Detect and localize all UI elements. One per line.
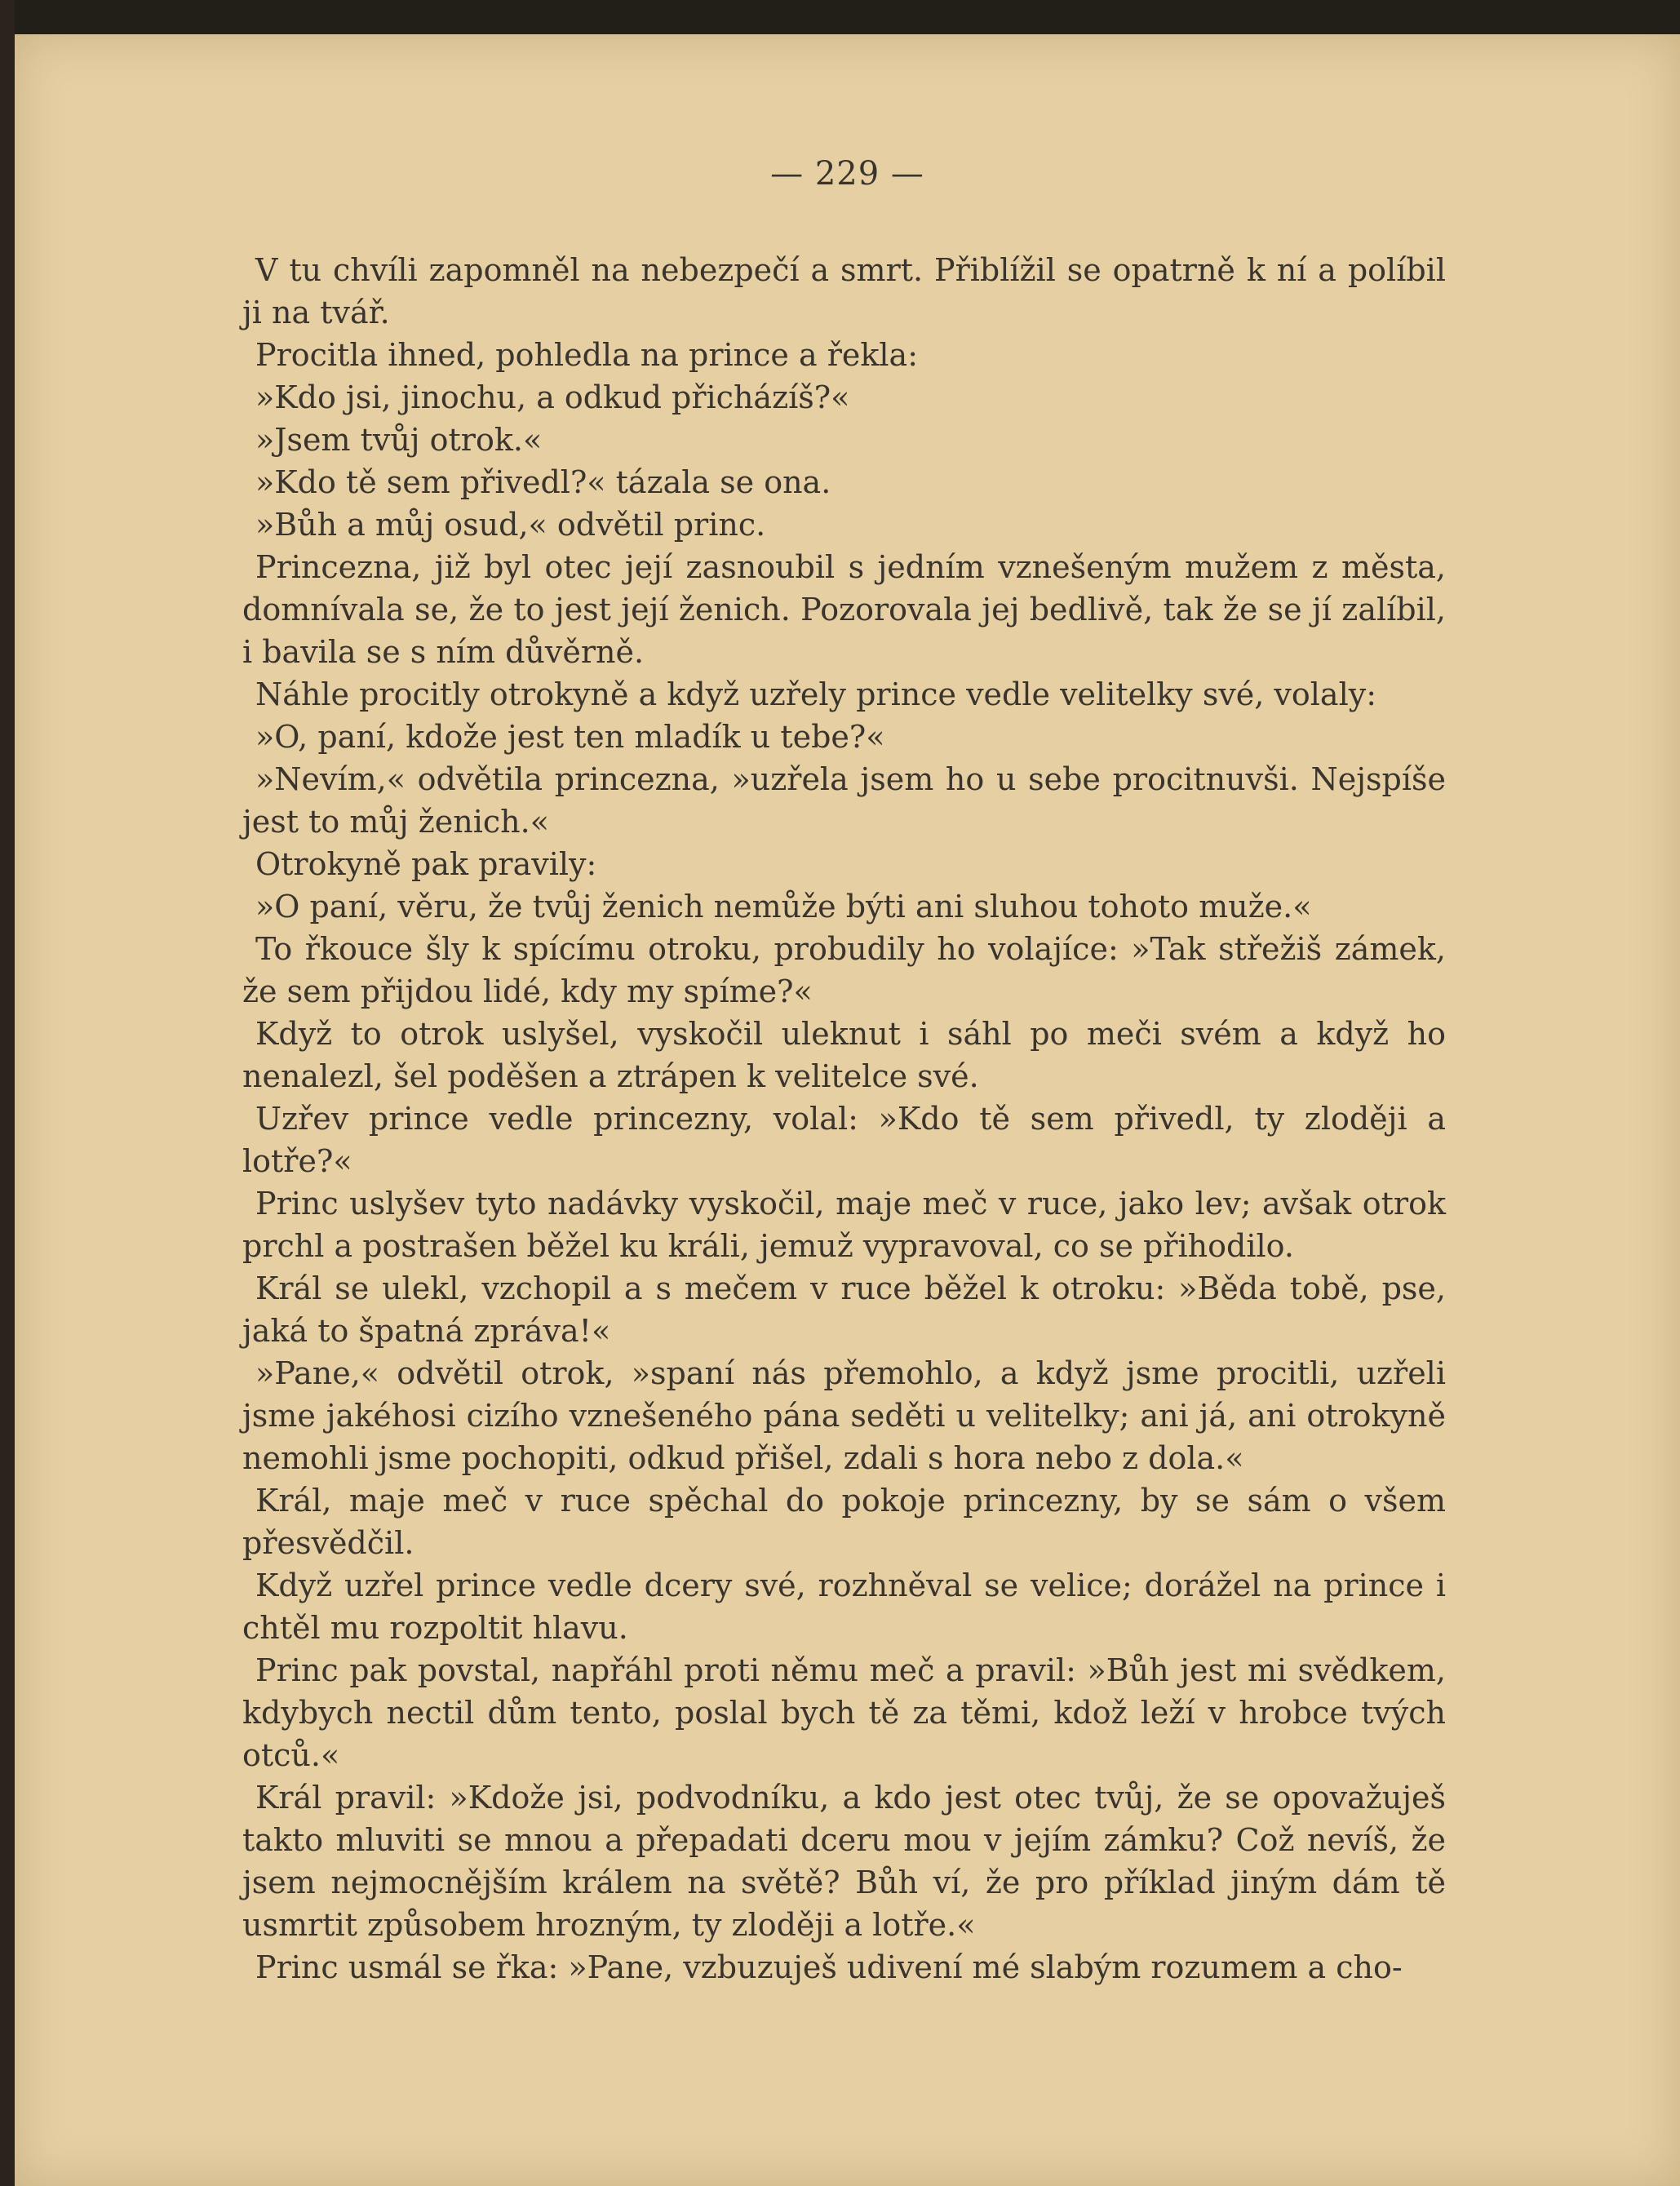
paragraph: Náhle procitly otrokyně a když uzřely prince vedle velitelky své, volaly:: [255, 676, 1377, 712]
paragraph: Když uzřel prince vedle dcery své, rozhněval se velice; dorážel na prince i chtěl mu rozpoltit hlavu.: [242, 1567, 1446, 1646]
page-number: — 229 —: [770, 155, 924, 193]
paragraph: Uzřev prince vedle princezny, volal: »Kdo tě sem přivedl, ty zloději a lotře?«: [242, 1101, 1446, 1179]
paragraph: Otrokyně pak pravily:: [255, 846, 597, 882]
book-page: [15, 34, 1680, 2186]
paragraph: V tu chvíli zapomněl na nebezpečí a smrt. Přiblížil se opatrně k ní a políbil ji na tvář.: [242, 252, 1446, 330]
paragraph: Procitla ihned, pohledla na prince a řekla:: [255, 337, 919, 373]
paragraph: »O paní, věru, že tvůj ženich nemůže býti ani sluhou tohoto muže.«: [255, 889, 1312, 925]
paragraph: Král, maje meč v ruce spěchal do pokoje princezny, by se sám o všem přesvědčil.: [242, 1483, 1446, 1561]
paragraph: »Jsem tvůj otrok.«: [255, 422, 543, 458]
paragraph: »Bůh a můj osud,« odvětil princ.: [255, 507, 766, 543]
paragraph: Princ uslyšev tyto nadávky vyskočil, maje meč v ruce, jako lev; avšak otrok prchl a postrašen běžel ku králi, jemuž vypravoval, co se přihodilo.: [242, 1186, 1446, 1264]
paragraph: Když to otrok uslyšel, vyskočil uleknut i sáhl po meči svém a když ho nenalezl, šel poděšen a ztrápen k velitelce své.: [242, 1016, 1446, 1094]
paragraph: »Pane,« odvětil otrok, »spaní nás přemohlo, a když jsme procitli, uzřeli jsme jakéhosi cizího vznešeného pána seděti u velitelky; ani já, ani otrokyně nemohli jsme pochopiti, odkud přišel, zdali s hora nebo z dola.«: [242, 1355, 1446, 1476]
scan-top-edge: [0, 0, 1680, 34]
paragraph: »Nevím,« odvětila princezna, »uzřela jsem ho u sebe procitnuvši. Nejspíše jest to můj ženich.«: [242, 761, 1446, 840]
book-gutter: [0, 0, 15, 2186]
paragraph: Princ pak povstal, napřáhl proti němu meč a pravil: »Bůh jest mi svědkem, kdybych nectil dům tento, poslal bych tě za těmi, kdož leží v hrobce tvých otců.«: [242, 1652, 1446, 1773]
paragraph: »Kdo tě sem přivedl?« tázala se ona.: [255, 464, 831, 500]
paragraph: Princezna, již byl otec její zasnoubil s jedním vznešeným mužem z města, domnívala se, že to jest její ženich. Pozorovala jej bedlivě, tak že se jí zalíbil, i bavila se s ním důvěrně.: [242, 549, 1446, 670]
paragraph: Princ usmál se řka: »Pane, vzbuzuješ udivení mé slabým rozumem a cho-: [255, 1949, 1403, 1985]
paragraph: »Kdo jsi, jinochu, a odkud přicházíš?«: [255, 379, 850, 415]
paragraph: To řkouce šly k spícímu otroku, probudily ho volajíce: »Tak střežiš zámek, že sem přijdou lidé, kdy my spíme?«: [242, 931, 1446, 1009]
paragraph: Král se ulekl, vzchopil a s mečem v ruce běžel k otroku: »Běda tobě, pse, jaká to špatná zpráva!«: [242, 1270, 1446, 1349]
paragraph: Král pravil: »Kdože jsi, podvodníku, a kdo jest otec tvůj, že se opovažuješ takto mluviti se mnou a přepadati dceru mou v jejím zámku? Což nevíš, že jsem nejmocnějším králem na světě? Bůh ví, že pro příklad jiným dám tě usmrtit způsobem hrozným, ty zloději a lotře.«: [242, 1780, 1446, 1943]
body-text: [242, 249, 1446, 1989]
paragraph: »O, paní, kdože jest ten mladík u tebe?«: [255, 719, 885, 755]
